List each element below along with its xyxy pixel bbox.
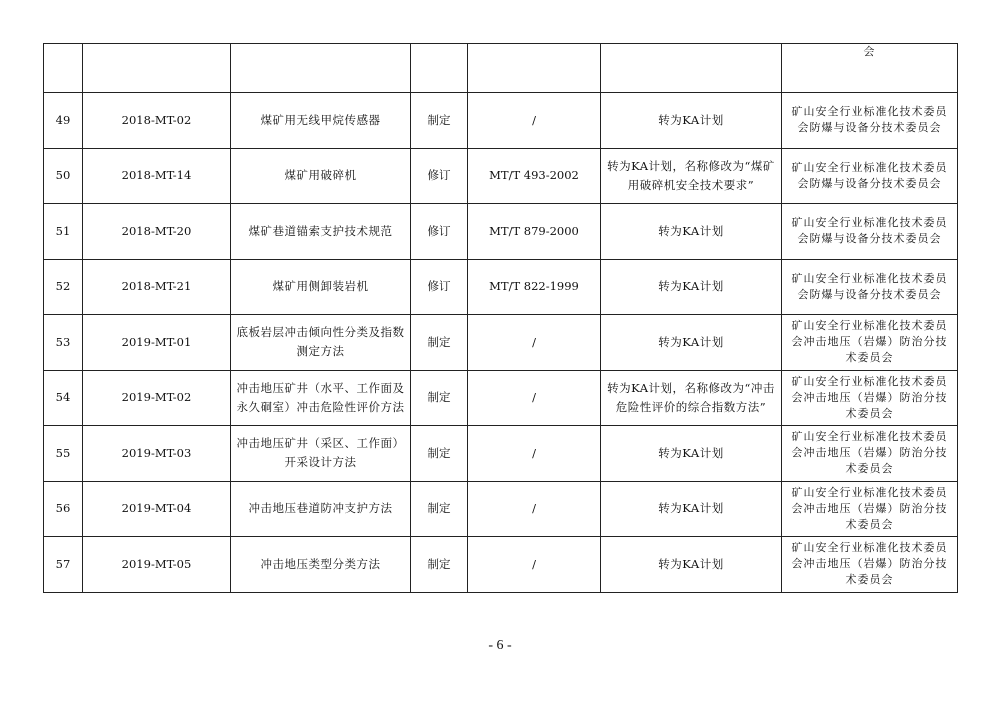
cell-remark: 转为KA计划 xyxy=(601,93,782,149)
cell-no: 56 xyxy=(44,481,83,537)
cell-replaces: MT/T 822-1999 xyxy=(468,259,601,315)
cell-replaces: / xyxy=(468,370,601,426)
table-row xyxy=(44,93,958,149)
cell-remark: 转为KA计划，名称修改为“冲击危险性评价的综合指数方法” xyxy=(601,370,782,426)
cell-name: 底板岩层冲击倾向性分类及指数测定方法 xyxy=(231,315,411,371)
cell-name: 冲击地压巷道防冲支护方法 xyxy=(231,481,411,537)
cell-remark xyxy=(601,44,782,93)
cell-no: 52 xyxy=(44,259,83,315)
cell-dept: 矿山安全行业标准化技术委员会冲击地压（岩爆）防治分技术委员会 xyxy=(782,426,958,482)
cell-remark: 转为KA计划 xyxy=(601,204,782,260)
cell-type: 制定 xyxy=(411,481,468,537)
cell-plan-no: 2018-MT-14 xyxy=(83,148,231,204)
cell-no: 49 xyxy=(44,93,83,149)
table-row xyxy=(44,426,958,482)
table-row xyxy=(44,148,958,204)
cell-plan-no: 2018-MT-02 xyxy=(83,93,231,149)
cell-dept: 矿山安全行业标准化技术委员会防爆与设备分技术委员会 xyxy=(782,204,958,260)
cell-type: 制定 xyxy=(411,537,468,593)
cell-name: 冲击地压矿井（采区、工作面）开采设计方法 xyxy=(231,426,411,482)
cell-type: 制定 xyxy=(411,93,468,149)
cell-dept: 矿山安全行业标准化技术委员会冲击地压（岩爆）防治分技术委员会 xyxy=(782,315,958,371)
cell-dept: 矿山安全行业标准化技术委员会防爆与设备分技术委员会 xyxy=(782,148,958,204)
cell-no: 50 xyxy=(44,148,83,204)
cell-no: 57 xyxy=(44,537,83,593)
cell-type: 修订 xyxy=(411,259,468,315)
cell-plan-no: 2019-MT-03 xyxy=(83,426,231,482)
cell-replaces: / xyxy=(468,481,601,537)
cell-remark: 转为KA计划 xyxy=(601,315,782,371)
cell-name xyxy=(231,44,411,93)
cell-type xyxy=(411,44,468,93)
cell-remark: 转为KA计划 xyxy=(601,259,782,315)
cell-dept: 矿山安全行业标准化技术委员会冲击地压（岩爆）防治分技术委员会 xyxy=(782,537,958,593)
cell-replaces xyxy=(468,44,601,93)
cell-dept: 矿山安全行业标准化技术委员会防爆与设备分技术委员会 xyxy=(782,93,958,149)
cell-dept: 矿山安全行业标准化技术委员会冲击地压（岩爆）防治分技术委员会 xyxy=(782,481,958,537)
cell-plan-no: 2019-MT-01 xyxy=(83,315,231,371)
cell-plan-no: 2019-MT-05 xyxy=(83,537,231,593)
cell-dept: 会 xyxy=(782,44,958,93)
cell-replaces: / xyxy=(468,315,601,371)
cell-dept: 矿山安全行业标准化技术委员会冲击地压（岩爆）防治分技术委员会 xyxy=(782,370,958,426)
cell-dept: 矿山安全行业标准化技术委员会防爆与设备分技术委员会 xyxy=(782,259,958,315)
cell-replaces: / xyxy=(468,537,601,593)
cell-remark: 转为KA计划，名称修改为“煤矿用破碎机安全技术要求” xyxy=(601,148,782,204)
table-row xyxy=(44,315,958,371)
cell-no: 54 xyxy=(44,370,83,426)
table-row xyxy=(44,259,958,315)
table-row xyxy=(44,204,958,260)
cell-remark: 转为KA计划 xyxy=(601,481,782,537)
cell-no: 51 xyxy=(44,204,83,260)
cell-type: 制定 xyxy=(411,315,468,371)
cell-name: 冲击地压矿井（水平、工作面及永久硐室）冲击危险性评价方法 xyxy=(231,370,411,426)
cell-name: 冲击地压类型分类方法 xyxy=(231,537,411,593)
table-row-continued xyxy=(44,44,958,93)
cell-plan-no xyxy=(83,44,231,93)
table-row xyxy=(44,370,958,426)
page-number: - 6 - xyxy=(488,638,512,653)
cell-name: 煤矿用无线甲烷传感器 xyxy=(231,93,411,149)
cell-replaces: MT/T 493-2002 xyxy=(468,148,601,204)
cell-name: 煤矿用侧卸装岩机 xyxy=(231,259,411,315)
cell-plan-no: 2019-MT-02 xyxy=(83,370,231,426)
cell-type: 修订 xyxy=(411,204,468,260)
table-row xyxy=(44,481,958,537)
table-body xyxy=(44,44,958,593)
cell-plan-no: 2018-MT-21 xyxy=(83,259,231,315)
standards-plan-table xyxy=(43,43,958,593)
cell-no xyxy=(44,44,83,93)
cell-replaces: / xyxy=(468,426,601,482)
cell-no: 53 xyxy=(44,315,83,371)
cell-plan-no: 2018-MT-20 xyxy=(83,204,231,260)
cell-replaces: MT/T 879-2000 xyxy=(468,204,601,260)
cell-remark: 转为KA计划 xyxy=(601,426,782,482)
cell-no: 55 xyxy=(44,426,83,482)
table-row xyxy=(44,537,958,593)
cell-type: 制定 xyxy=(411,370,468,426)
cell-type: 修订 xyxy=(411,148,468,204)
cell-remark: 转为KA计划 xyxy=(601,537,782,593)
cell-name: 煤矿用破碎机 xyxy=(231,148,411,204)
cell-name: 煤矿巷道锚索支护技术规范 xyxy=(231,204,411,260)
cell-plan-no: 2019-MT-04 xyxy=(83,481,231,537)
cell-replaces: / xyxy=(468,93,601,149)
cell-type: 制定 xyxy=(411,426,468,482)
